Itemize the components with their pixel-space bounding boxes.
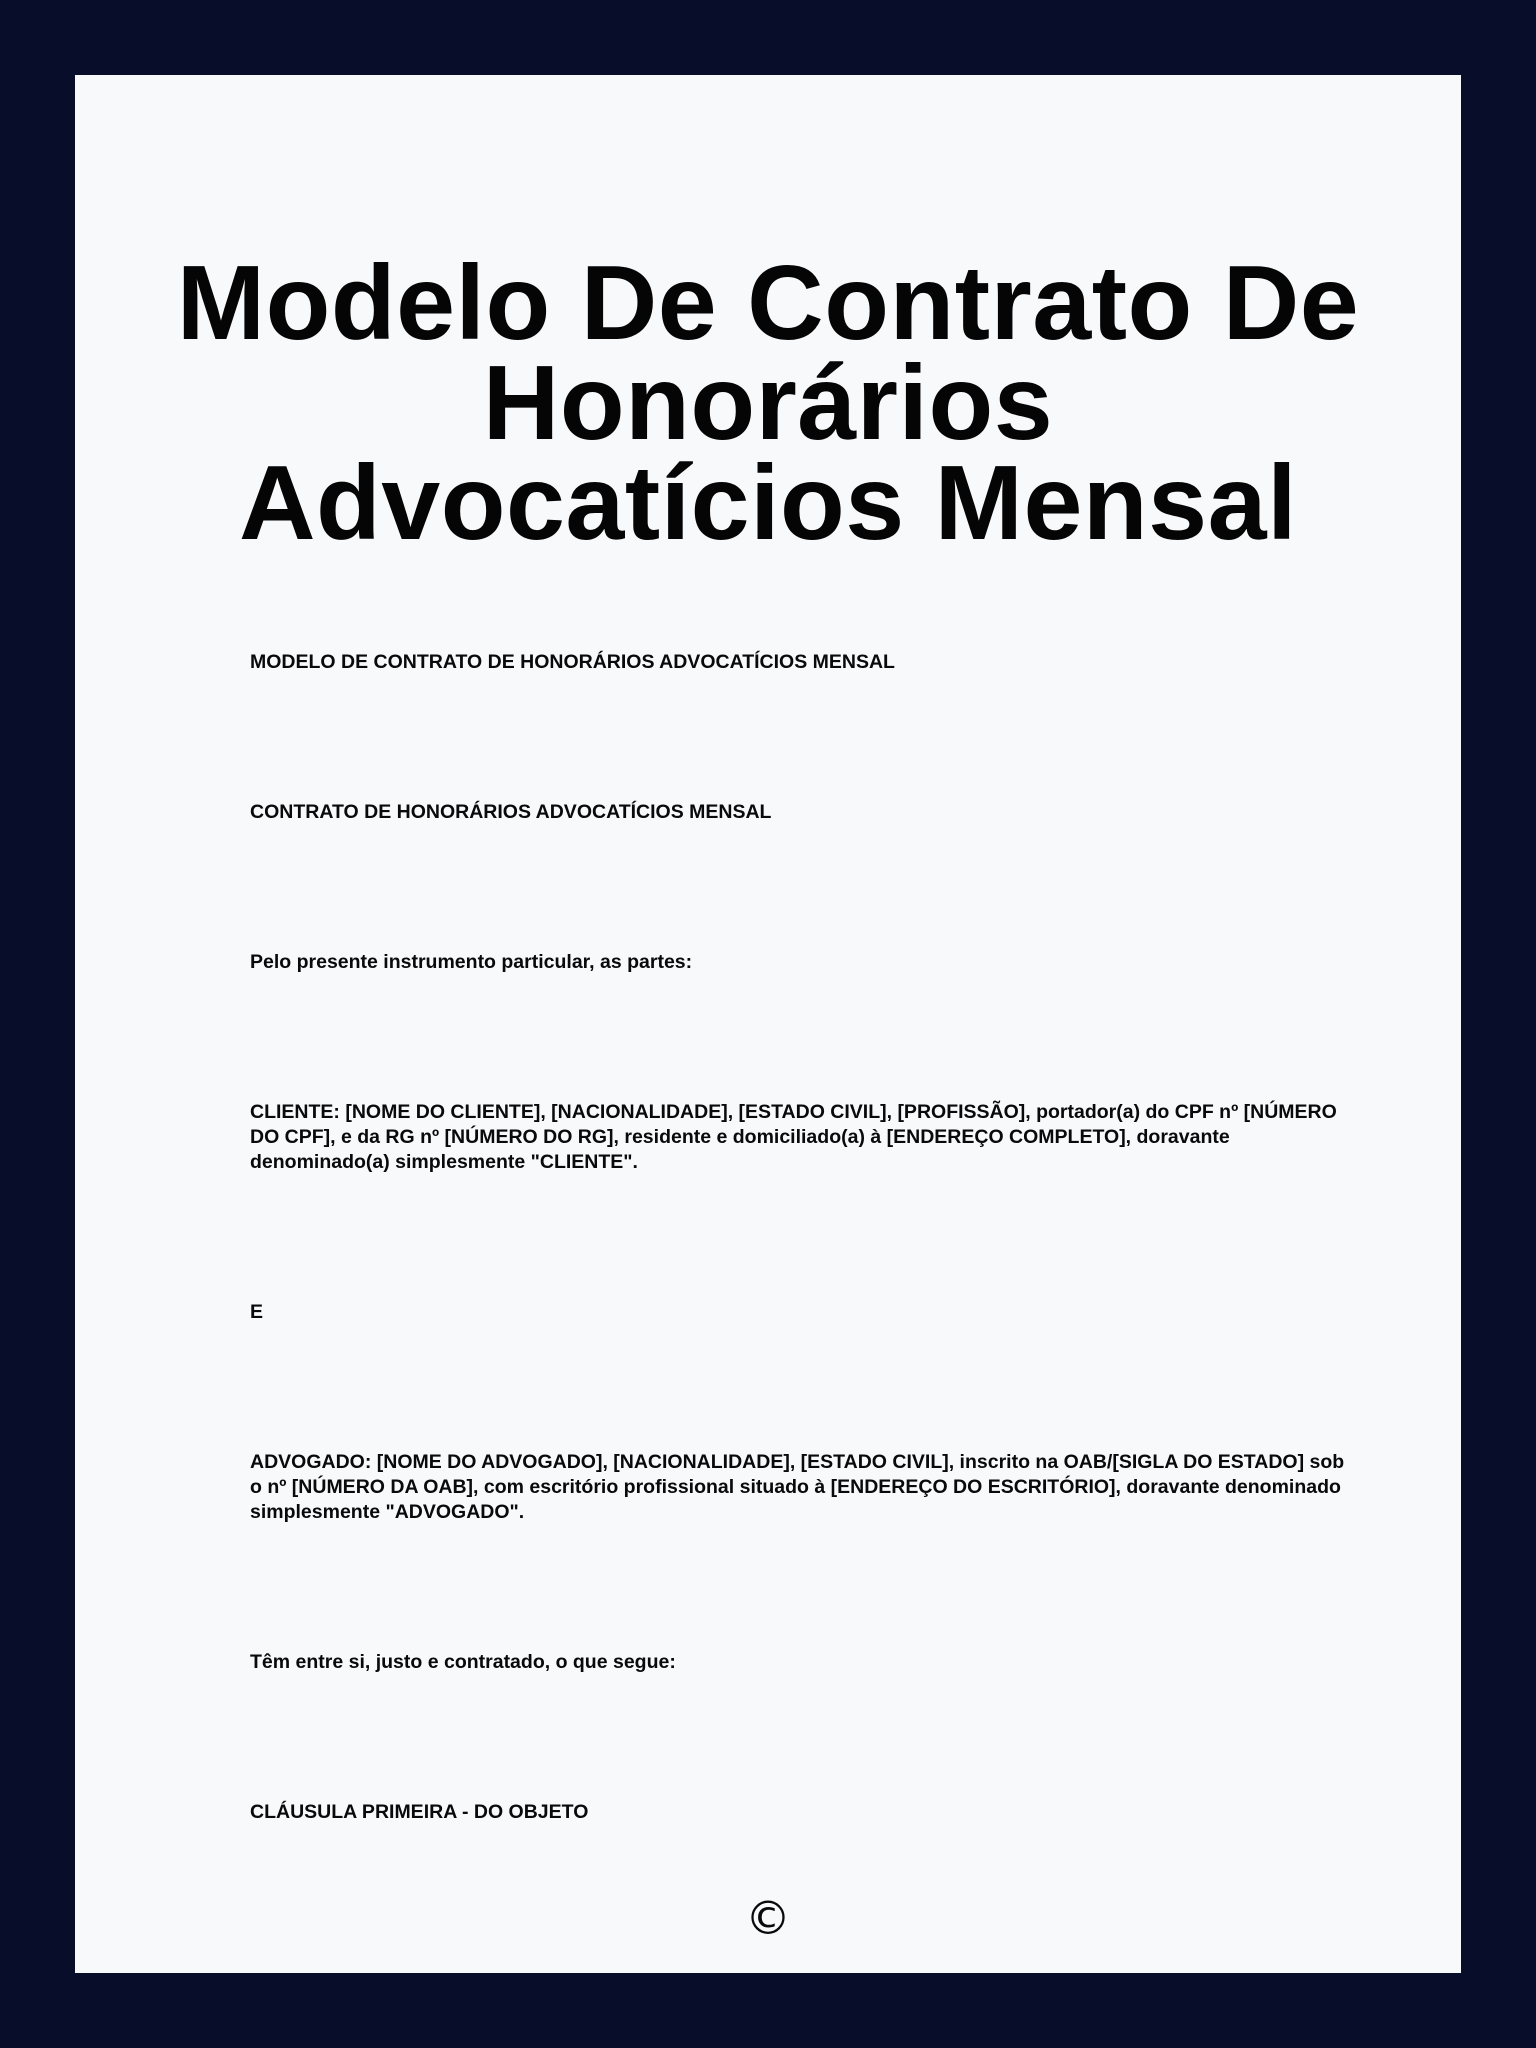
paragraph-and: E — [250, 1301, 264, 1323]
paragraph-lawyer: ADVOGADO: [NOME DO ADVOGADO], [NACIONALIDADE], [ESTADO CIVIL], inscrito na OAB/[SIGLA DO ESTADO] sob o nº [NÚMERO DA OAB], com escritório profissional situado à [ENDEREÇO DO ESCRITÓRIO], doravante denominado simplesmente "ADVOGADO". — [250, 1451, 1345, 1523]
paragraph-model-heading: MODELO DE CONTRATO DE HONORÁRIOS ADVOCATÍCIOS MENSAL — [250, 651, 895, 673]
paragraph-contract-heading: CONTRATO DE HONORÁRIOS ADVOCATÍCIOS MENSAL — [250, 801, 772, 823]
paragraph-agreement: Têm entre si, justo e contratado, o que segue: — [250, 1651, 676, 1673]
copyright-icon: © — [745, 1891, 791, 1945]
paragraph-client: CLIENTE: [NOME DO CLIENTE], [NACIONALIDADE], [ESTADO CIVIL], [PROFISSÃO], portador(a) do CPF nº [NÚMERO DO CPF], e da RG nº [NÚMERO DO RG], residente e domiciliado(a) à [ENDEREÇO COMPLETO], doravante denominado(a) simplesmente "CLIENTE". — [250, 1101, 1337, 1173]
paragraph-intro: Pelo presente instrumento particular, as partes: — [250, 951, 693, 973]
clause-first-heading: CLÁUSULA PRIMEIRA - DO OBJETO — [250, 1801, 589, 1823]
document-title: Modelo De Contrato De Honorários Advocatícios Mensal — [176, 244, 1360, 562]
document-page — [75, 75, 1461, 1973]
